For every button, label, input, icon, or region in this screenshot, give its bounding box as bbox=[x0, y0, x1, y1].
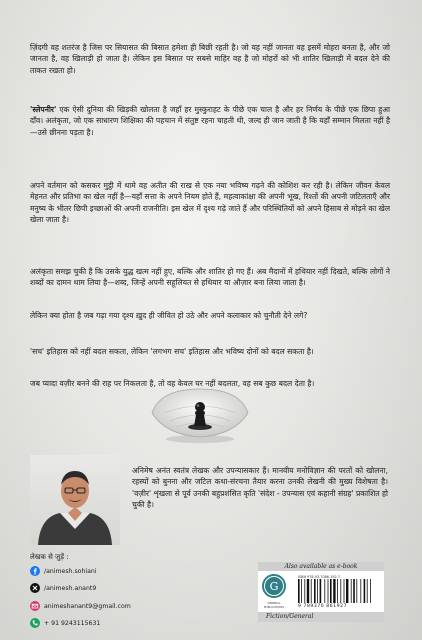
contact-phone[interactable] bbox=[30, 617, 100, 629]
barcode-panel bbox=[258, 562, 384, 622]
intro-paragraph: ज़िंदगी वह शतरंज है जिस पर सियासत की बिसात हमेशा ही बिछी रहती है। जो यह नहीं जानता वह इसमें मोहरा बनता है, और जो जानता है, वह खिलाड़ी हो जाता है। लेकिन इस बिसात पर सबसे माहिर वह है जो मोहरों को भी शातिर खिलाड़ी में बदल देने की ताकत रखता हो। bbox=[30, 43, 390, 75]
story-quote: 'सच' इतिहास को नहीं बदल सकता, लेकिन 'लगभग सच' इतिहास और भविष्य दोनों को बदल सकता है। bbox=[30, 347, 314, 356]
phone-icon bbox=[30, 618, 40, 628]
book-title-inline: 'स्लेपनीर' bbox=[30, 105, 57, 114]
author-bio: अनिमेष अनंत स्वतंत्र लेखक और उपन्यासकार हैं। मानवीय मनोविज्ञान की परतों को खोलना, रहस्यों को बुनना और जटिल कथा-संरचना तैयार करना उनकी लेखनी की मुख्य विशेषता है। 'वज़ीर' शृंखला से पूर्व उनकी बहुप्रशंसित कृति 'संदेश - उपन्यास एवं कहानी संग्रह' प्रकाशित हो चुकी है। bbox=[132, 466, 388, 509]
barcode bbox=[298, 579, 378, 603]
contact-heading: लेखक से जुड़ें : bbox=[30, 553, 69, 561]
publisher-name: GENERAL PUBLICATIONS bbox=[263, 601, 285, 609]
isbn-label: ISBN 978-93-7086-192-7 bbox=[298, 575, 341, 579]
email-address: animeshanant9@gmail.com bbox=[44, 602, 131, 610]
email-icon bbox=[30, 601, 40, 611]
story-question: लेकिन क्या होता है जब गढ़ा गया दृश्य ख़ुद ही जीवित हो उठे और अपने कलाकार को चुनौती देने लगे? bbox=[30, 311, 308, 320]
story-closing: जब प्यादा वज़ीर बनने की राह पर निकलता है, तो वह केवल घर नहीं बदलता, वह सब कुछ बदल देता है। bbox=[30, 379, 315, 388]
isbn-digits: 9 789370 861927 bbox=[298, 604, 348, 609]
author-portrait-icon bbox=[30, 455, 120, 545]
barcode-area bbox=[258, 571, 384, 612]
publisher-logo bbox=[262, 574, 286, 598]
story-paragraph-2: अपने वर्तमान को कसकर मुट्ठी में थामे वह अतीत की राख से एक नया भविष्य गढ़ने की कोशिश कर रही है। लेकिन जीवन केवल मेहनत और प्रतिभा का खेल नहीं है—यहाँ सत्ता के अपने नियम होते हैं, महत्वाकांक्षा की अपनी भूख, रिश्तों की अपनी जटिलताएँ और मनुष्य के भीतर छिपी इच्छाओं की अपनी राजनीति। इस खेल में दृश्य गढ़े जाते हैं और परिस्थितियों को अपने हिसाब से मोड़ने का खेल खेला जाता है। bbox=[30, 181, 390, 224]
facebook-handle: /animesh.sohiani bbox=[44, 567, 97, 575]
shell-pawn-illustration bbox=[130, 383, 270, 445]
contact-facebook[interactable] bbox=[30, 565, 97, 577]
genre-label: Fiction/General bbox=[258, 612, 384, 622]
ebook-availability: Also available as e-book bbox=[258, 562, 384, 571]
story-paragraph-1 bbox=[30, 104, 390, 138]
story-paragraph-1-text: एक ऐसी दुनिया की खिड़की खोलता है जहाँ हर मुस्कुराहट के पीछे एक चाल है और हर निर्णय के पीछे एक छिपा हुआ दाँव। अलंकृता, जो एक साधारण शिक्षिका की पहचान में संतुष्ट रहना चाहती थी, जल्द ही जान जाती है कि यहाँ सम्मान मिलता नहीं है—उसे छीनना पड़ता है। bbox=[30, 105, 390, 137]
phone-number: + 91 9243115631 bbox=[44, 619, 101, 627]
x-twitter-icon bbox=[30, 583, 40, 593]
twitter-handle: /animesh.anant9 bbox=[44, 584, 97, 592]
facebook-icon bbox=[30, 566, 40, 576]
author-photo bbox=[30, 455, 120, 545]
publisher-logo-letter: G bbox=[269, 580, 279, 593]
contact-email[interactable] bbox=[30, 600, 131, 612]
contact-twitter[interactable] bbox=[30, 582, 96, 594]
story-paragraph-3: अलंकृता समझ चुकी है कि उसके युद्ध खत्म नहीं हुए, बल्कि और शातिर हो गए हैं। अब मैदानों में हथियार नहीं दिखते, बल्कि लोगों ने शब्दों का दामन थाम लिया है—शब्द, जिन्हें अपनी सहूलियत से हथियार या औज़ार बना लिया जाता है। bbox=[30, 267, 390, 288]
